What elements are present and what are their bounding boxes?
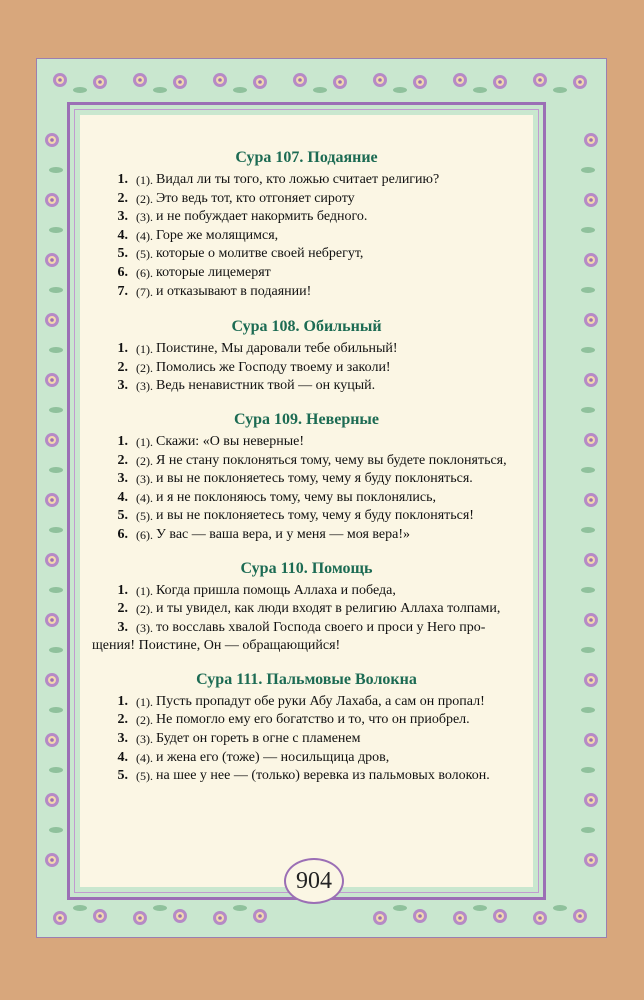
verse-ref: (1).: [136, 434, 153, 449]
verse-line: [92, 208, 521, 227]
verse-line: [92, 711, 521, 730]
verse-number: 1.: [117, 172, 128, 187]
verse-line: [92, 507, 521, 526]
verse-number: 1.: [117, 693, 128, 709]
verse-text: и я не поклоняюсь тому, чему вы поклонялись,: [156, 489, 436, 505]
verse-text: Поистине, Мы даровали тебе обильный!: [156, 341, 398, 357]
verse-text: Пусть пропадут обе руки Абу Лахаба, а сам он пропал!: [156, 693, 485, 709]
verse-text: Горе же молящимся,: [156, 227, 279, 243]
verse-line: [92, 619, 521, 638]
verse-number: 3.: [117, 378, 128, 394]
verse-line: [92, 526, 521, 545]
verse-ref: (5).: [136, 769, 153, 784]
verse-line: [92, 283, 521, 302]
verse-line: [92, 489, 521, 508]
verse-line: [92, 340, 521, 359]
surah-107: [92, 148, 521, 301]
verse-number: 5.: [117, 768, 128, 784]
surah-title: Сура 108. Обильный: [231, 318, 382, 336]
verse-number: 2.: [117, 452, 128, 468]
verse-line: [92, 227, 521, 246]
verse-text: и вы не поклоняетесь тому, чему я буду поклоняться!: [156, 508, 474, 524]
surah-title: Сура 110. Помощь: [240, 559, 373, 577]
verse-ref: (4).: [136, 490, 153, 505]
verse-number: 2.: [117, 190, 128, 206]
verse-ref: (4).: [136, 228, 153, 243]
verse-ref: (4).: [136, 750, 153, 765]
verse-text: щения! Поистине, Он — обращающийся!: [92, 638, 341, 654]
verse-ref: (6).: [136, 265, 153, 280]
verse-ref: (5).: [136, 509, 153, 524]
verse-number: 1.: [117, 582, 128, 598]
verse-ref: (5).: [136, 247, 153, 262]
verse-text: Видал ли ты того, кто ложью считает религию?: [156, 172, 440, 187]
verse-text: Когда пришла помощь Аллаха и победа,: [156, 582, 396, 598]
verse-line: [92, 767, 521, 786]
verse-line: [92, 377, 521, 396]
verse-line: [92, 730, 521, 749]
verse-number: 3.: [117, 731, 128, 747]
verse-number: 5.: [117, 508, 128, 524]
verse-number: 2.: [117, 359, 128, 375]
verse-text: которые лицемерят: [156, 264, 271, 280]
surah-title: Сура 109. Неверные: [233, 410, 380, 428]
surah-109: [92, 410, 521, 545]
verse-ref: (1).: [136, 583, 153, 598]
verse-ref: (1).: [136, 342, 153, 357]
verse-number: 3.: [117, 471, 128, 487]
verse-ref: (2).: [136, 602, 153, 617]
verse-text: и не побуждает накормить бедного.: [156, 209, 368, 225]
verse-number: 6.: [117, 264, 128, 280]
verse-text: и отказывают в подаянии!: [156, 283, 312, 299]
verse-text: на шее у нее — (только) веревка из пальмовых волокон.: [156, 768, 490, 784]
verse-line: [92, 171, 521, 190]
verse-text: Не помогло ему его богатство и то, что он приобрел.: [156, 712, 470, 728]
verse-line: [92, 693, 521, 712]
verse-text: то восславь хвалой Господа своего и проси у Него про-: [156, 619, 486, 635]
verse-ref: (2).: [136, 713, 153, 728]
verse-text: и вы не поклоняетесь тому, чему я буду поклоняться.: [156, 471, 473, 487]
surah-title: Сура 107. Подаяние: [235, 149, 378, 166]
verse-text: У вас — ваша вера, и у меня — моя вера!»: [156, 526, 411, 542]
verse-line: [92, 433, 521, 452]
verse-text: которые о молитве своей небрегут,: [156, 246, 364, 262]
page-content: [80, 115, 533, 887]
surah-title: Сура 111. Пальмовые Волокна: [196, 670, 417, 688]
verse-line: [92, 264, 521, 283]
verse-ref: (1).: [136, 173, 153, 187]
verse-text: и жена его (тоже) — носильщица дров,: [156, 749, 390, 765]
verse-text: Скажи: «О вы неверные!: [156, 433, 305, 449]
page-number: 904: [284, 858, 344, 904]
verse-number: 6.: [117, 526, 128, 542]
verse-line: [92, 190, 521, 209]
verse-text: Это ведь тот, кто отгоняет сироту: [156, 190, 355, 206]
verse-text: Я не стану поклоняться тому, чему вы будете поклоняться,: [156, 452, 507, 468]
verse-text: и ты увидел, как люди входят в религию Аллаха толпами,: [156, 601, 501, 617]
verse-ref: (3).: [136, 379, 153, 394]
verse-line: [92, 245, 521, 264]
verse-number: 3.: [117, 209, 128, 225]
surah-111: [92, 670, 521, 786]
verse-number: 3.: [117, 619, 128, 635]
verse-ref: (3).: [136, 620, 153, 635]
verse-number: 4.: [117, 749, 128, 765]
verse-line: [92, 749, 521, 768]
verse-text: Ведь ненавистник твой — он куцый.: [156, 378, 376, 394]
verse-ref: (2).: [136, 360, 153, 375]
surah-108: [92, 317, 521, 396]
verse-line-continued: [92, 637, 521, 656]
verse-text: Помолись же Господу твоему и заколи!: [156, 359, 391, 375]
verse-number: 1.: [117, 341, 128, 357]
verse-text: Будет он гореть в огне с пламенем: [156, 731, 361, 747]
verse-ref: (7).: [136, 284, 153, 299]
verse-ref: (3).: [136, 732, 153, 747]
verse-ref: (2).: [136, 453, 153, 468]
verse-ref: (1).: [136, 694, 153, 709]
verse-line: [92, 452, 521, 471]
verse-number: 2.: [117, 712, 128, 728]
verse-ref: (3).: [136, 472, 153, 487]
surah-110: [92, 559, 521, 656]
verse-line: [92, 600, 521, 619]
verse-line: [92, 359, 521, 378]
verse-ref: (2).: [136, 191, 153, 206]
verse-number: 5.: [117, 246, 128, 262]
verse-ref: (3).: [136, 210, 153, 225]
verse-number: 1.: [117, 433, 128, 449]
verse-ref: (6).: [136, 527, 153, 542]
verse-line: [92, 470, 521, 489]
verse-number: 4.: [117, 489, 128, 505]
verse-line: [92, 582, 521, 601]
verse-number: 4.: [117, 227, 128, 243]
verse-number: 2.: [117, 601, 128, 617]
verse-number: 7.: [117, 283, 128, 299]
